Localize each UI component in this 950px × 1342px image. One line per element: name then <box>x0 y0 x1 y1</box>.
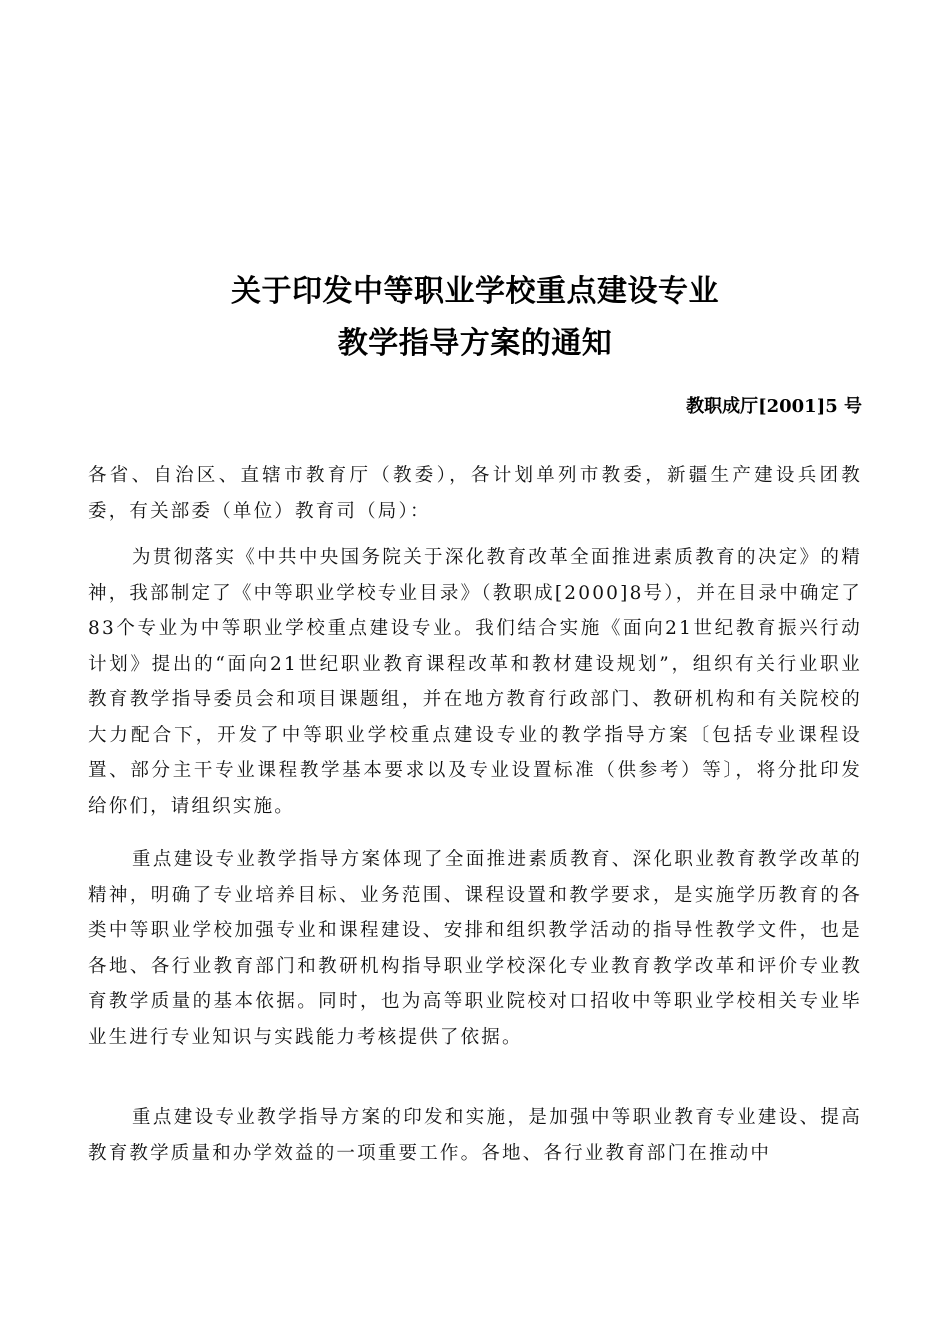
body-paragraph-3: 重点建设专业教学指导方案的印发和实施，是加强中等职业教育专业建设、提高教育教学质量和办学效益的一项重要工作。各地、各行业教育部门在推动中 <box>88 1107 862 1164</box>
salutation: 各省、自治区、直辖市教育厅（教委），各计划单列市教委，新疆生产建设兵团教委，有关部委（单位）教育司（局）： <box>88 465 862 522</box>
document-title-line-2: 教学指导方案的通知 <box>337 326 613 361</box>
document-title-line-1: 关于印发中等职业学校重点建设专业 <box>231 274 719 309</box>
document-number: 教职成厅[2001]5 号 <box>686 396 862 417</box>
body-paragraph-1: 为贯彻落实《中共中央国务院关于深化教育改革全面推进素质教育的决定》的精神，我部制定了《中等职业学校专业目录》（教职成[2000]8号），并在目录中确定了83个专业为中等职业学校重点建设专业。我们结合实施《面向21世纪教育振兴行动计划》提出的“面向21世纪职业教育课程改革和教材建设规划”，组织有关行业职业教育教学指导委员会和项目课题组，并在地方教育行政部门、教研机构和有关院校的大力配合下，开发了中等职业学校重点建设专业的教学指导方案〔包括专业课程设置、部分主干专业课程教学基本要求以及专业设置标准（供参考）等〕，将分批印发给你们，请组织实施。 <box>88 547 862 817</box>
body-paragraph-2: 重点建设专业教学指导方案体现了全面推进素质教育、深化职业教育教学改革的精神，明确了专业培养目标、业务范围、课程设置和教学要求，是实施学历教育的各类中等职业学校加强专业和课程建设、安排和组织教学活动的指导性教学文件，也是各地、各行业教育部门和教研机构指导职业学校深化专业教育教学改革和评价专业教育教学质量的基本依据。同时，也为高等职业院校对口招收中等职业学校相关专业毕业生进行专业知识与实践能力考核提供了依据。 <box>88 849 862 1048</box>
